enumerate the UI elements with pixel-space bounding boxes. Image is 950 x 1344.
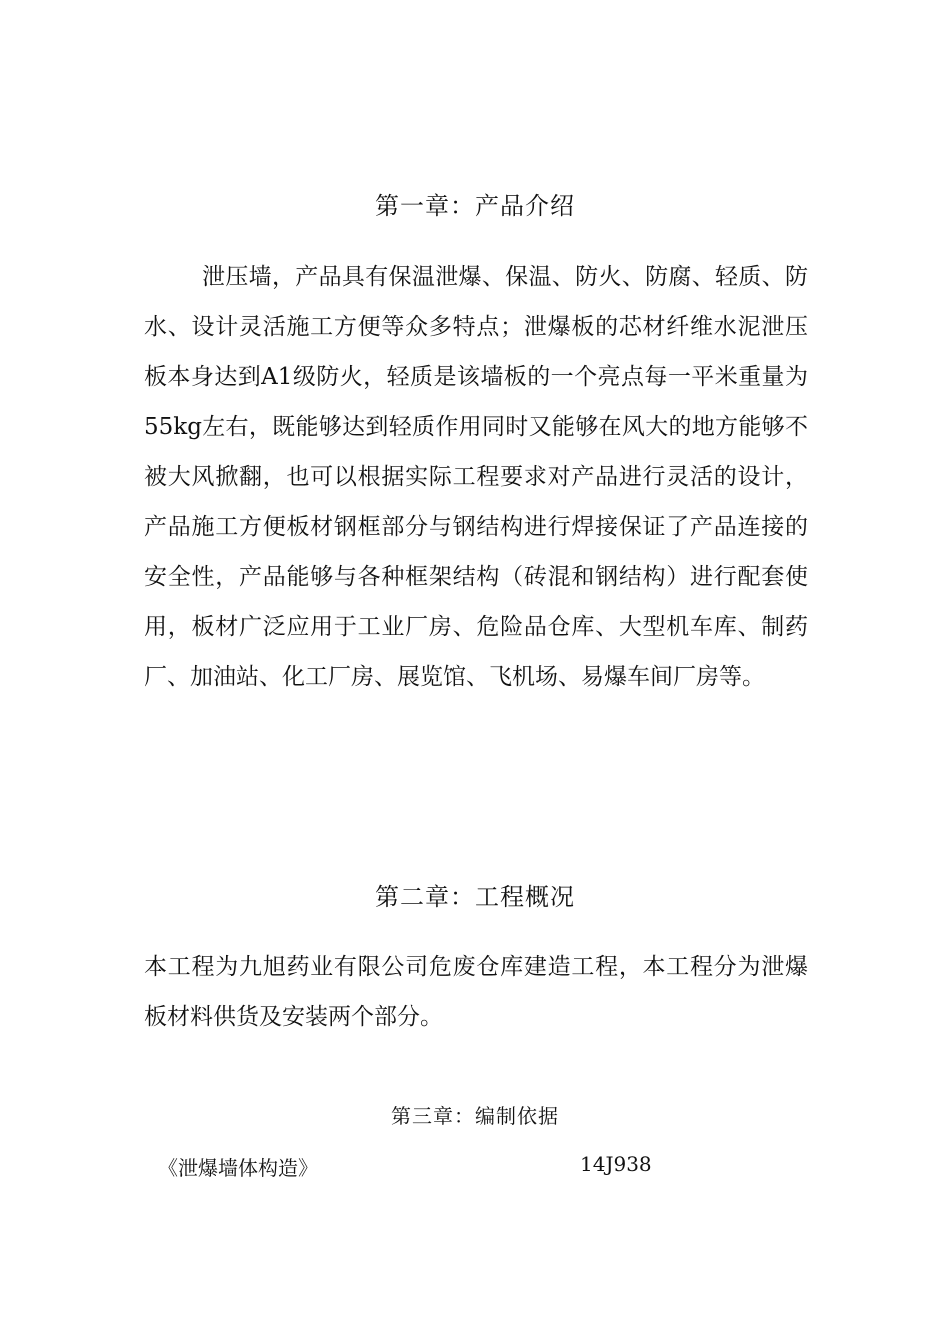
chapter-2-paragraph: 本工程为九旭药业有限公司危废仓库建造工程，本工程分为泄爆板材料供货及安装两个部分。 bbox=[144, 954, 808, 1030]
reference-code: 14J938 bbox=[580, 1152, 652, 1176]
reference-name: 《泄爆墙体构造》 bbox=[158, 1156, 318, 1180]
chapter-2-title: 第二章：工程概况 bbox=[375, 883, 575, 911]
chapter-3-title: 第三章：编制依据 bbox=[391, 1104, 559, 1128]
chapter-1-paragraph: 泄压墙，产品具有保温泄爆、保温、防火、防腐、轻质、防水、设计灵活施工方便等众多特点；泄爆板的芯材纤维水泥泄压板本身达到A1级防火，轻质是该墙板的一个亮点每一平米重量为55kg左右，既能够达到轻质作用同时又能够在风大的地方能够不被大风掀翻，也可以根据实际工程要求对产品进行灵活的设计，产品施工方便板材钢框部分与钢结构进行焊接保证了产品连接的安全性，产品能够与各种框架结构（砖混和钢结构）进行配套使用，板材广泛应用于工业厂房、危险品仓库、大型机车库、制药厂、加油站、化工厂房、展览馆、飞机场、易爆车间厂房等。 bbox=[144, 264, 808, 690]
reference-row bbox=[158, 1152, 718, 1182]
chapter-1-title: 第一章：产品介绍 bbox=[375, 192, 575, 220]
